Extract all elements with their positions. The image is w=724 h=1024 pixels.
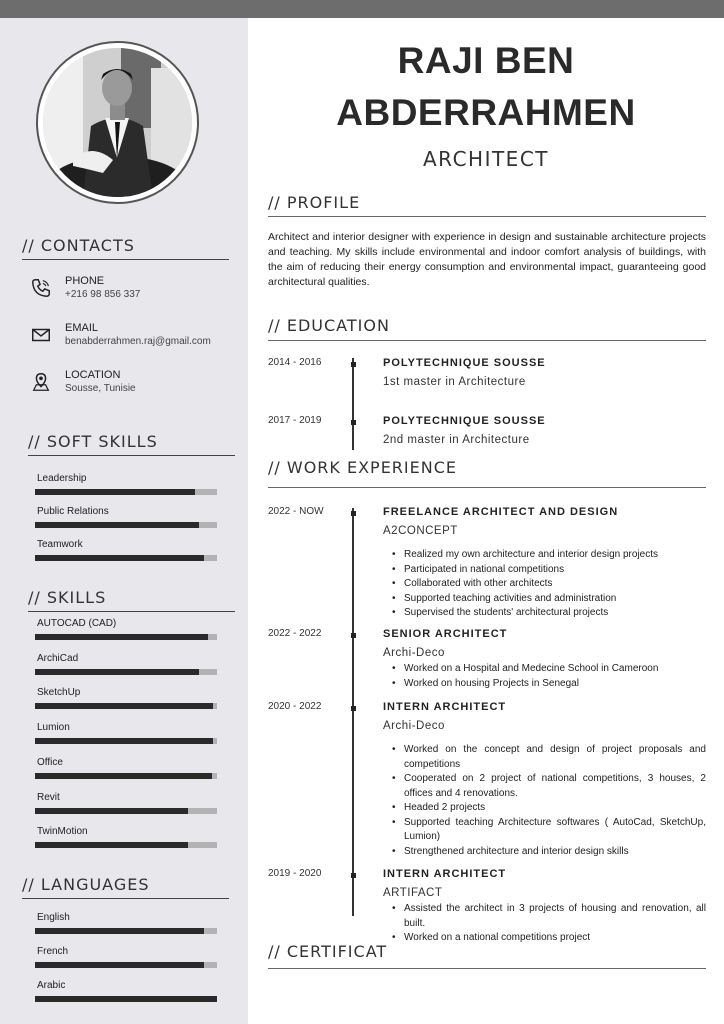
- timeline-dot: [351, 362, 356, 367]
- education-degree: 2nd master in Architecture: [383, 434, 530, 446]
- education-date: 2017 - 2019: [268, 415, 322, 426]
- work-bullet: • Headed 2 projects: [392, 801, 706, 816]
- work-bullet: • Assisted the architect in 3 projects of housing and renovation, all built.: [392, 902, 706, 931]
- education-degree: 1st master in Architecture: [383, 376, 526, 388]
- soft-skill-bar-track: [35, 555, 217, 561]
- language-bar-track: [35, 928, 217, 934]
- skill-item: [35, 618, 217, 644]
- skills-divider: [28, 611, 235, 612]
- work-bullet: • Supported teaching activities and administration: [392, 592, 706, 607]
- work-bullet: • Worked on a Hospital and Medecine School in Cameroon: [392, 662, 706, 677]
- name-second-line: ABDERRAHMEN: [336, 92, 636, 133]
- skill-bar-fill: [35, 738, 213, 744]
- work-bullets: [392, 743, 706, 859]
- language-item: [35, 912, 217, 938]
- work-bullets: [392, 662, 706, 691]
- skill-item: [35, 687, 217, 713]
- education-heading: // EDUCATION: [268, 316, 390, 335]
- work-bullet: • Cooperated on 2 project of national competitions, 3 houses, 2 offices and 4 renovations.: [392, 772, 706, 801]
- location-value: Sousse, Tunisie: [65, 383, 136, 394]
- timeline-dot: [351, 511, 356, 516]
- work-date: 2019 - 2020: [268, 868, 322, 879]
- skill-item: [35, 792, 217, 818]
- skill-bar-fill: [35, 773, 212, 779]
- language-bar-fill: [35, 962, 204, 968]
- work-bullet: • Worked on a national competitions project: [392, 931, 706, 946]
- languages-heading: // LANGUAGES: [22, 875, 150, 894]
- work-bullet: • Supported teaching Architecture softwares ( AutoCad, SketchUp, Lumion): [392, 816, 706, 845]
- languages-divider: [22, 898, 229, 899]
- name-first-line: RAJI BEN: [397, 40, 575, 81]
- location-label: LOCATION: [65, 369, 121, 381]
- work-company: Archi-Deco: [383, 720, 445, 732]
- skill-bar-fill: [35, 842, 188, 848]
- language-bar-track: [35, 962, 217, 968]
- work-bullet: • Participated in national competitions: [392, 563, 706, 578]
- education-divider: [268, 340, 706, 341]
- skill-name: ArchiCad: [37, 652, 79, 664]
- skill-bar-track: [35, 634, 217, 640]
- skill-item: [35, 757, 217, 783]
- soft-skill-name: Public Relations: [37, 506, 109, 517]
- job-title: ARCHITECT: [422, 147, 550, 171]
- soft-skill-bar-fill: [35, 522, 199, 528]
- work-bullet: • Worked on the concept and design of project proposals and competitions: [392, 743, 706, 772]
- education-date: 2014 - 2016: [268, 357, 322, 368]
- email-value[interactable]: benabderrahmen.raj@gmail.com: [65, 336, 211, 347]
- skill-bar-fill: [35, 703, 213, 709]
- work-bullets: [392, 548, 706, 621]
- soft-skill-item: [35, 473, 217, 499]
- work-date: 2020 - 2022: [268, 701, 322, 712]
- soft-skill-name: Leadership: [37, 473, 87, 484]
- work-company: A2CONCEPT: [383, 525, 458, 537]
- language-bar-track: [35, 996, 217, 1002]
- certificat-divider: [268, 968, 706, 969]
- skill-item: [35, 826, 217, 852]
- language-name: English: [37, 912, 70, 923]
- skill-bar-track: [35, 669, 217, 675]
- profile-photo-frame: [36, 41, 199, 204]
- location-pin-icon: [30, 371, 52, 393]
- work-bullet: • Worked on housing Projects in Senegal: [392, 677, 706, 692]
- work-date: 2022 - NOW: [268, 506, 324, 517]
- soft-skill-bar-track: [35, 522, 217, 528]
- skill-bar-fill: [35, 669, 199, 675]
- skill-bar-fill: [35, 808, 188, 814]
- skill-item: [35, 722, 217, 748]
- soft-skills-divider: [28, 455, 235, 456]
- work-company: Archi-Deco: [383, 647, 445, 659]
- education-school: POLYTECHNIQUE SOUSSE: [383, 357, 546, 369]
- skill-name: TwinMotion: [37, 826, 88, 838]
- work-bullet: • Supervised the students' architectural projects: [392, 606, 706, 621]
- soft-skill-item: [35, 539, 217, 565]
- profile-heading: // PROFILE: [268, 193, 361, 212]
- profile-text: Architect and interior designer with experience in design and sustainable architecture projects and teaching. My skills include environmental and indoor comfort analysis of buildings, with the aim of reducing their energy consumption and environmental impact, guaranteeing good architectural qualities.: [268, 231, 706, 288]
- skill-item: [35, 653, 217, 679]
- skill-name: Office: [37, 756, 63, 768]
- work-bullet: • Strengthened architecture and interior design skills: [392, 845, 706, 860]
- skill-bar-track: [35, 808, 217, 814]
- work-company: ARTIFACT: [383, 887, 443, 899]
- timeline-dot: [351, 420, 356, 425]
- timeline-dot: [351, 873, 356, 878]
- skill-bar-track: [35, 773, 217, 779]
- language-name: French: [37, 946, 69, 957]
- timeline-dot: [351, 706, 356, 711]
- work-role: SENIOR ARCHITECT: [383, 628, 508, 640]
- education-school: POLYTECHNIQUE SOUSSE: [383, 415, 546, 427]
- soft-skill-name: Teamwork: [37, 539, 83, 550]
- skill-bar-track: [35, 842, 217, 848]
- email-label: EMAIL: [65, 322, 99, 334]
- contact-phone: [30, 275, 240, 315]
- language-bar-fill: [35, 996, 217, 1002]
- profile-divider: [268, 216, 706, 217]
- contact-location: [30, 369, 240, 409]
- timeline-dot: [351, 633, 356, 638]
- work-divider: [268, 487, 706, 488]
- language-bar-fill: [35, 928, 204, 934]
- soft-skill-bar-track: [35, 489, 217, 495]
- work-date: 2022 - 2022: [268, 628, 322, 639]
- work-role: INTERN ARCHITECT: [383, 701, 507, 713]
- phone-icon: [30, 277, 52, 299]
- certificat-heading: // CERTIFICAT: [268, 942, 388, 961]
- soft-skill-bar-fill: [35, 489, 195, 495]
- skill-name: Revit: [37, 791, 60, 803]
- work-role: INTERN ARCHITECT: [383, 868, 507, 880]
- skill-bar-fill: [35, 634, 208, 640]
- contacts-divider: [22, 259, 229, 260]
- language-item: [35, 980, 217, 1006]
- soft-skills-heading: // SOFT SKILLS: [28, 432, 158, 451]
- language-name: Arabic: [37, 980, 66, 991]
- education-timeline: [352, 358, 354, 450]
- work-timeline: [352, 508, 354, 916]
- skill-name: SketchUp: [37, 687, 81, 699]
- skill-name: AUTOCAD (CAD): [37, 618, 117, 629]
- contact-email: [30, 322, 240, 362]
- skills-heading: // SKILLS: [28, 588, 107, 607]
- phone-label: PHONE: [65, 275, 105, 287]
- envelope-icon: [30, 324, 52, 346]
- skill-bar-track: [35, 703, 217, 709]
- work-heading: // WORK EXPERIENCE: [268, 458, 457, 477]
- top-bar: [0, 0, 724, 18]
- contacts-heading: // CONTACTS: [22, 236, 135, 255]
- skill-bar-track: [35, 738, 217, 744]
- work-bullets: [392, 902, 706, 946]
- phone-value[interactable]: +216 98 856 337: [65, 289, 141, 300]
- soft-skill-bar-fill: [35, 555, 204, 561]
- profile-photo: [43, 48, 192, 197]
- work-bullet: • Realized my own architecture and interior design projects: [392, 548, 706, 563]
- work-role: FREELANCE ARCHITECT AND DESIGN: [383, 506, 619, 518]
- language-item: [35, 946, 217, 972]
- work-bullet: • Collaborated with other architects: [392, 577, 706, 592]
- skill-name: Lumion: [37, 722, 70, 734]
- soft-skill-item: [35, 506, 217, 532]
